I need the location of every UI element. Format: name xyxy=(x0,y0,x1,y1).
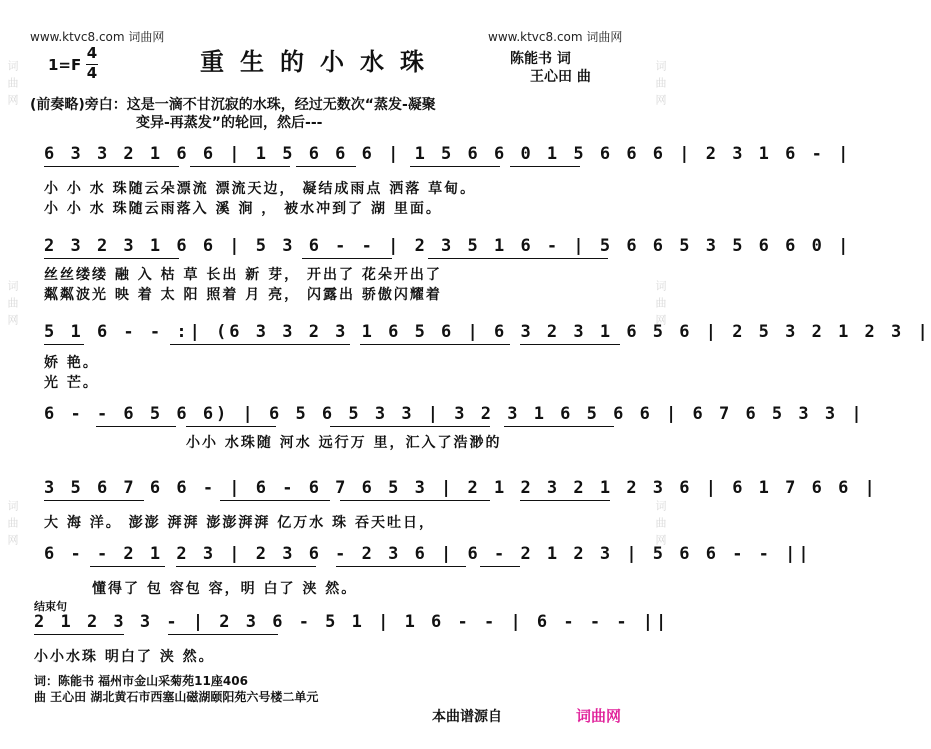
time-signature-bottom: 4 xyxy=(86,64,98,82)
key-signature: 1=F xyxy=(48,56,82,74)
beam xyxy=(296,166,356,167)
beam xyxy=(44,258,179,259)
header-url-right[interactable] xyxy=(488,28,622,45)
lyric-line: 小小水珠 明白了 浃 然。 xyxy=(34,649,215,665)
beam xyxy=(190,166,290,167)
watermark-right: 词曲网 xyxy=(654,500,667,551)
beam xyxy=(34,634,124,635)
watermark-left: 词曲网 xyxy=(6,60,19,111)
intro-line-2: 变异-再蒸发”的轮回，然后--- xyxy=(136,115,323,131)
intro-line-1: (前奏略)旁白：这是一滴不甘沉寂的水珠，经过无数次“蒸发-凝聚 xyxy=(30,97,436,113)
beam xyxy=(168,634,278,635)
beam xyxy=(520,344,620,345)
lyric-verse-1: 小 小 水 珠随云朵漂流 漂流天边， 凝结成雨点 洒落 草甸。 xyxy=(44,181,477,197)
header-url-left[interactable] xyxy=(30,28,164,45)
lyricist-credit: 陈能书 词 xyxy=(510,51,571,67)
lyric-verse-1: 丝丝缕缕 融 入 枯 草 长出 新 芽， 开出了 花朵开出了 xyxy=(44,267,442,283)
composer-credit: 王心田 曲 xyxy=(530,69,591,85)
lyric-verse-1: 娇 艳。 xyxy=(44,355,99,371)
lyric-verse-2: 粼粼波光 映 着 太 阳 照着 月 亮， 闪露出 骄傲闪耀着 xyxy=(44,287,442,303)
beam xyxy=(510,166,580,167)
beam xyxy=(44,166,179,167)
lyric-line: 懂得了 包 容包 容，明 白了 浃 然。 xyxy=(92,581,358,597)
beam xyxy=(336,566,466,567)
notation-line: 6 - - 6 5 6 6) | 6 5 6 5 3 3 | 3 2 3 1 6 5 6 6 | 6 7 6 5 3 3 | xyxy=(44,404,865,424)
beam xyxy=(360,344,510,345)
beam xyxy=(176,566,316,567)
page-title: 重生的小水珠 xyxy=(200,48,440,76)
beam xyxy=(170,344,350,345)
beam xyxy=(410,166,500,167)
notation-line: 6 - - 2 1 2 3 | 2 3 6 - 2 3 6 | 6 - 2 1 2 3 | 5 6 6 - - || xyxy=(44,544,812,564)
brand-logo[interactable]: 词曲网 xyxy=(576,707,622,725)
beam xyxy=(520,500,610,501)
beam xyxy=(504,426,614,427)
watermark-right: 词曲网 xyxy=(654,280,667,331)
beam xyxy=(330,426,490,427)
beam xyxy=(44,344,84,345)
watermark-right: 词曲网 xyxy=(654,60,667,111)
notation-line: 2 1 2 3 3 - | 2 3 6 - 5 1 | 1 6 - - | 6 - - - || xyxy=(34,612,670,632)
beam xyxy=(90,566,165,567)
beam xyxy=(428,258,608,259)
beam xyxy=(44,500,144,501)
beam xyxy=(480,566,520,567)
footer-lyricist: 词：陈能书 福州市金山采菊苑11座406 xyxy=(34,674,248,688)
beam xyxy=(340,500,490,501)
url-text[interactable]: www.ktvc8.com xyxy=(30,30,125,44)
notation-line: 3 5 6 7 6 6 - | 6 - 6 7 6 5 3 | 2 1 2 3 2 1 2 3 6 | 6 1 7 6 6 | xyxy=(44,478,878,498)
beam xyxy=(186,426,276,427)
lyric-verse-2: 小 小 水 珠随云雨落入 溪 涧 ， 被水冲到了 湖 里面。 xyxy=(44,201,442,217)
lyric-line: 大 海 洋。 澎澎 湃湃 澎澎湃湃 亿万水 珠 吞天吐日， xyxy=(44,515,435,531)
site-name: 词曲网 xyxy=(586,30,623,44)
site-name: 词曲网 xyxy=(128,30,165,44)
notation-line: 2 3 2 3 1 6 6 | 5 3 6 - - | 2 3 5 1 6 - | 5 6 6 5 3 5 6 6 0 | xyxy=(44,236,852,256)
footer-composer: 曲 王心田 湖北黄石市西塞山磁湖颐阳苑六号楼二单元 xyxy=(34,690,319,704)
watermark-left: 词曲网 xyxy=(6,280,19,331)
beam xyxy=(220,500,330,501)
beam xyxy=(96,426,176,427)
beam xyxy=(302,258,392,259)
notation-line: 5 1 6 - - :| (6 3 3 2 3 1 6 5 6 | 6 3 2 3 1 6 5 6 | 2 5 3 2 1 2 3 | xyxy=(44,322,931,342)
url-text[interactable]: www.ktvc8.com xyxy=(488,30,583,44)
coda-label: 结束句 xyxy=(34,600,67,613)
lyric-line: 小小 水珠随 河水 远行万 里，汇入了浩渺的 xyxy=(186,435,502,451)
source-text: 本曲谱源自 xyxy=(432,709,502,725)
time-signature-top: 4 xyxy=(86,44,98,62)
lyric-verse-2: 光 芒。 xyxy=(44,375,99,391)
notation-line: 6 3 3 2 1 6 6 | 1 5 6 6 6 | 1 5 6 6 0 1 5 6 6 6 | 2 3 1 6 - | xyxy=(44,144,852,164)
watermark-left: 词曲网 xyxy=(6,500,19,551)
